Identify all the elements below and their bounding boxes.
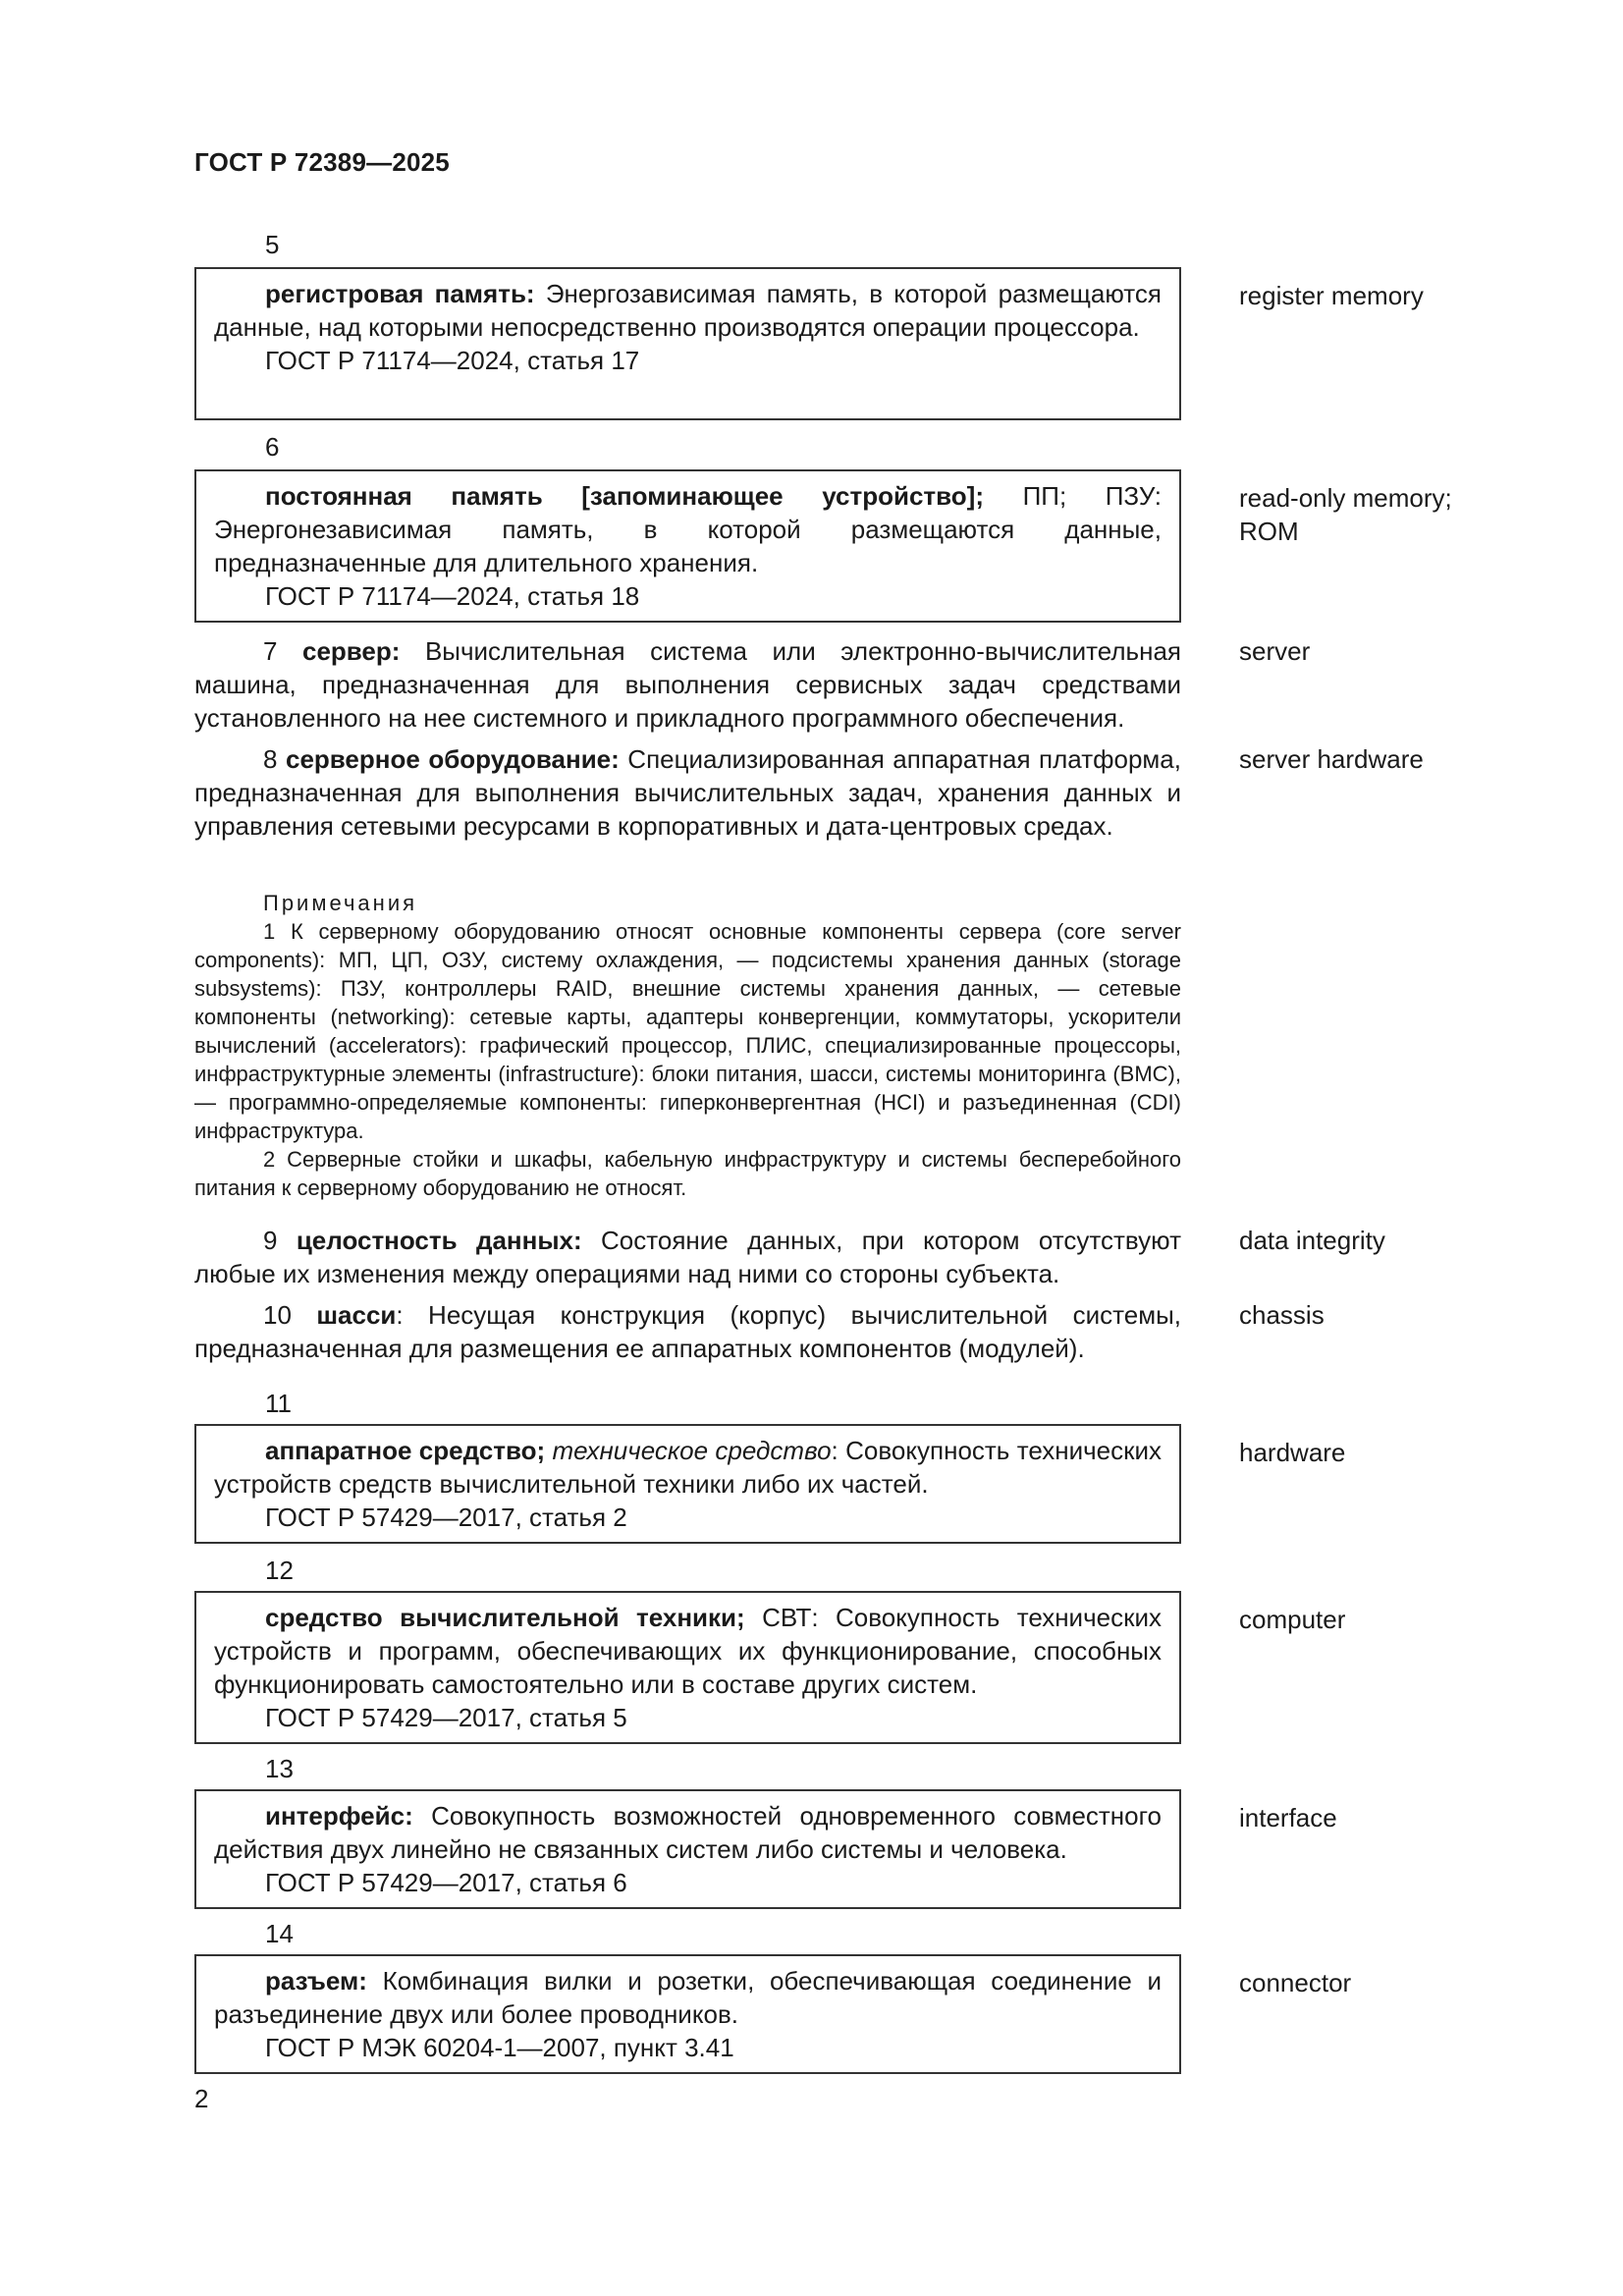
english-term: data integrity (1239, 1226, 1385, 1255)
term: сервер: (301, 636, 401, 666)
source-reference: ГОСТ Р МЭК 60204-1—2007, пункт 3.41 (265, 2033, 734, 2062)
english-term: hardware (1239, 1438, 1346, 1467)
term: серверное оборудование: (285, 744, 620, 774)
term-box (194, 1591, 1181, 1744)
english-term: register memory (1239, 281, 1424, 310)
term: средство вычислительной техники; (265, 1603, 745, 1632)
term: целостность данных: (296, 1226, 582, 1255)
term-box (194, 1424, 1181, 1544)
definition: Энергозависимая память, в которой размещаются данные, над которыми непосредственно производятся операции процессора. (214, 279, 1162, 342)
english-term: server hardware (1239, 744, 1424, 774)
definition: Специализированная аппаратная платформа, предназначенная для выполнения вычислительных задач, хранения данных и управления сетевыми ресурсами в корпоративных и дата-центровых средах. (194, 744, 1181, 841)
term-number: 12 (265, 1556, 294, 1585)
term-paragraph (194, 634, 1181, 735)
term-box (194, 1954, 1181, 2074)
english-term-abbrev: ROM (1239, 517, 1299, 546)
term-box (194, 469, 1181, 623)
term: постоянная память [запоминающее устройство]; (265, 481, 984, 511)
english-term (1239, 481, 1452, 548)
english-term: connector (1239, 1968, 1352, 1997)
source-reference: ГОСТ Р 57429—2017, статья 5 (265, 1703, 627, 1732)
definition: : Несущая конструкция (корпус) вычислительной системы, предназначенная для размещения ее аппаратных компонентов (модулей). (194, 1300, 1181, 1363)
term-number: 10 (263, 1300, 292, 1330)
english-term: server (1239, 636, 1311, 666)
source-reference: ГОСТ Р 71174—2024, статья 18 (265, 581, 640, 611)
source-reference: ГОСТ Р 57429—2017, статья 6 (265, 1868, 627, 1897)
term-paragraph (194, 742, 1181, 843)
definition: Вычислительная система или электронно-вычислительная машина, предназначенная для выполнения сервисных задач средствами установленного на нее системного и прикладного программного обеспечения. (194, 636, 1181, 733)
english-term: interface (1239, 1803, 1337, 1832)
term: разъем: (265, 1966, 367, 1995)
page-number: 2 (194, 2084, 209, 2113)
source-reference: ГОСТ Р 57429—2017, статья 2 (265, 1503, 627, 1532)
term-paragraph (194, 1298, 1181, 1365)
definition: : Совокупность технических устройств средств вычислительной техники либо их частей. (214, 1436, 1163, 1499)
english-term: computer (1239, 1605, 1346, 1634)
english-term: chassis (1239, 1300, 1325, 1330)
term-number: 11 (265, 1389, 292, 1418)
term: регистровая память: (265, 279, 535, 308)
term: аппаратное средство; (265, 1436, 546, 1465)
standard-header: ГОСТ Р 72389—2025 (194, 147, 450, 177)
definition: Комбинация вилки и розетки, обеспечивающая соединение и разъединение двух или более проводников. (214, 1966, 1162, 2029)
term-box (194, 1789, 1181, 1909)
note-2: 2 Серверные стойки и шкафы, кабельную инфраструктуру и системы бесперебойного питания к серверному оборудованию не относят. (194, 1147, 1181, 1200)
definition: ПП; ПЗУ: Энергонезависимая память, в которой размещаются данные, предназначенные для длительного хранения. (214, 481, 1162, 577)
notes-title: Примечания (263, 891, 418, 915)
term: интерфейс: (265, 1801, 413, 1831)
definition: Совокупность возможностей одновременного совместного действия двух линейно не связанных систем либо системы и человека. (214, 1801, 1162, 1864)
term-number: 8 (263, 744, 278, 774)
term-paragraph (194, 1224, 1181, 1290)
term-box (194, 267, 1181, 420)
term: шасси (316, 1300, 397, 1330)
term-number: 9 (263, 1226, 278, 1255)
english-term-line: read-only memory; (1239, 483, 1452, 513)
notes-block (194, 889, 1181, 1202)
term-synonym: техническое средство (552, 1436, 832, 1465)
definition: СВТ: Совокупность технических устройств и программ, обеспечивающих их функционирование, способных функционировать самостоятельно или в составе других систем. (214, 1603, 1162, 1699)
term-number: 7 (263, 636, 278, 666)
definition: Состояние данных, при котором отсутствуют любые их изменения между операциями над ними со стороны субъекта. (194, 1226, 1181, 1288)
source-reference: ГОСТ Р 71174—2024, статья 17 (265, 346, 640, 375)
note-1: 1 К серверному оборудованию относят основные компоненты сервера (core server components): МП, ЦП, ОЗУ, систему охлаждения, — подсистемы хранения данных (storage subsystems): ПЗУ, контроллеры RAID, внешние системы хранения данных, — сетевые компоненты (networking): сетевые карты, адаптеры конвергенции, коммутаторы, ускорители вычислений (accelerators): графический процессор, ПЛИС, специализированные процессоры, инфраструктурные элементы (infrastructure): блоки питания, шасси, системы мониторинга (BMC), — программно-определяемые компоненты: гиперконвергентная (HCI) и разъединенная (CDI) инфраструктура. (194, 919, 1181, 1143)
term-number: 6 (265, 432, 280, 462)
term-number: 5 (265, 230, 280, 259)
term-number: 13 (265, 1754, 294, 1783)
term-number: 14 (265, 1919, 294, 1948)
